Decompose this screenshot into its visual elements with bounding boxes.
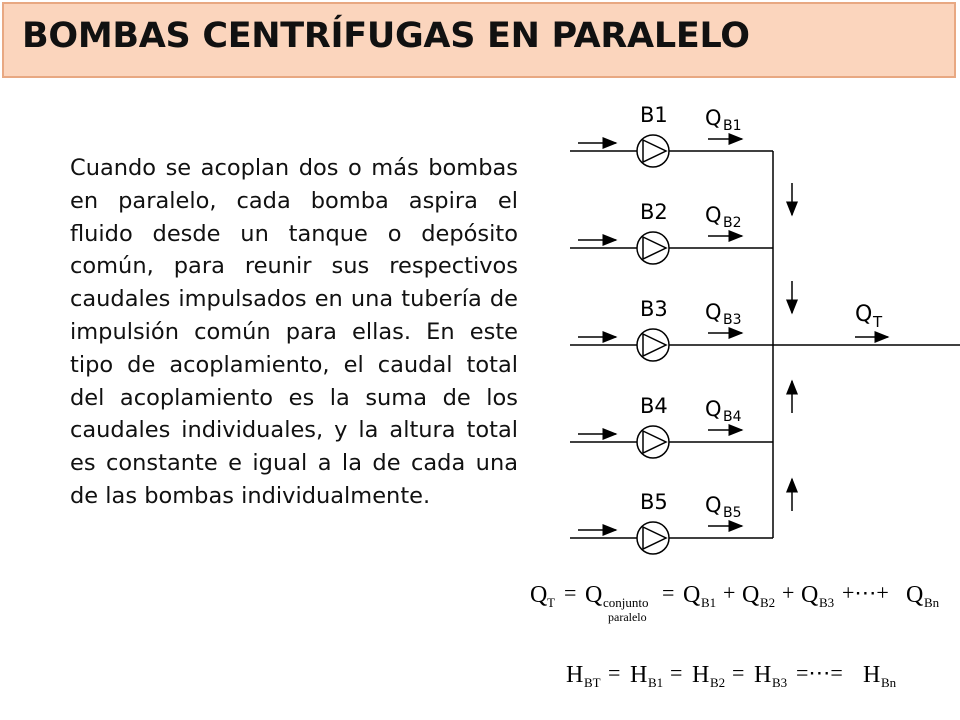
flow-eq2: = [662, 580, 675, 605]
pump-label: B3 [640, 297, 668, 321]
flow-symbol: Q [705, 203, 722, 227]
pump-symbol [637, 232, 669, 264]
body-paragraph: Cuando se acoplan dos o más bombas en paralelo, cada bomba aspira el fluido desde un tanque o depósito común, para reunir sus respectivos caudales impulsados en una tubería de impulsión común para ellas. En este tipo de acoplamiento, el caudal total del acoplamiento es la suma de los caudales individuales, y la altura total es constante e igual a la de cada una de las bombas individualmente. [70, 155, 518, 509]
flow-term1-sub2: paralelo [608, 610, 647, 624]
head-a: H [630, 662, 648, 688]
flow-formula [530, 580, 940, 624]
flow-symbol: Q [705, 397, 722, 421]
head-eq2: = [670, 660, 683, 685]
pump-b3 [570, 297, 773, 361]
pump-triangle [643, 527, 666, 549]
flow-lhs: Q [530, 582, 548, 608]
flow-b: Q [742, 582, 760, 608]
flow-plus1: + [723, 580, 736, 605]
flow-b-sub: B2 [760, 595, 776, 610]
pump-b2 [570, 200, 773, 264]
pump-triangle [643, 237, 666, 259]
flow-term1-sub: conjunto [603, 595, 649, 610]
pump-symbol [637, 426, 669, 458]
head-lhs: H [566, 662, 584, 688]
pump-b1 [570, 103, 773, 167]
head-eq3: = [732, 660, 745, 685]
flow-subscript: B2 [723, 215, 742, 231]
pump-symbol [637, 329, 669, 361]
flow-c-sub: B3 [819, 595, 835, 610]
head-eq4: =⋯= [796, 660, 843, 685]
flow-n: Q [906, 582, 924, 608]
flow-symbol: Q [705, 300, 722, 324]
pump-triangle [643, 140, 666, 162]
flow-symbol: Q [705, 493, 722, 517]
formulas [530, 570, 955, 700]
title-bar [2, 2, 956, 78]
flow-plus3: +⋯+ [842, 580, 889, 605]
head-b-sub: B2 [710, 675, 726, 690]
pump-triangle [643, 334, 666, 356]
pump-symbol [637, 522, 669, 554]
flow-eq1: = [564, 580, 577, 605]
flow-term1: Q [585, 582, 603, 608]
head-a-sub: B1 [648, 675, 664, 690]
flow-subscript: B4 [723, 409, 742, 425]
flow-symbol: Q [705, 106, 722, 130]
head-eq1: = [608, 660, 621, 685]
total-flow-subscript: T [873, 313, 883, 331]
total-flow-symbol: Q [855, 302, 873, 327]
pump-triangle [643, 431, 666, 453]
flow-plus2: + [782, 580, 795, 605]
pump-symbol [637, 135, 669, 167]
pump-label: B4 [640, 394, 668, 418]
pump-label: B1 [640, 103, 668, 127]
head-formula [566, 660, 897, 690]
flow-subscript: B5 [723, 505, 742, 521]
pump-label: B5 [640, 490, 668, 514]
head-n-sub: Bn [881, 675, 897, 690]
head-b: H [692, 662, 710, 688]
flow-lhs-sub: T [547, 595, 555, 610]
pump-b5 [570, 490, 773, 554]
flow-c: Q [801, 582, 819, 608]
head-lhs-sub: BT [584, 675, 601, 690]
slide-title: BOMBAS CENTRÍFUGAS EN PARALELO [22, 16, 750, 56]
flow-a: Q [683, 582, 701, 608]
flow-a-sub: B1 [701, 595, 717, 610]
pump-b4 [570, 394, 773, 458]
flow-n-sub: Bn [924, 595, 940, 610]
head-c-sub: B3 [772, 675, 788, 690]
flow-subscript: B1 [723, 118, 742, 134]
total-flow-label [855, 302, 883, 331]
head-c: H [754, 662, 772, 688]
head-n: H [863, 662, 881, 688]
parallel-pumps-diagram [530, 95, 960, 565]
flow-subscript: B3 [723, 312, 742, 328]
pump-label: B2 [640, 200, 668, 224]
